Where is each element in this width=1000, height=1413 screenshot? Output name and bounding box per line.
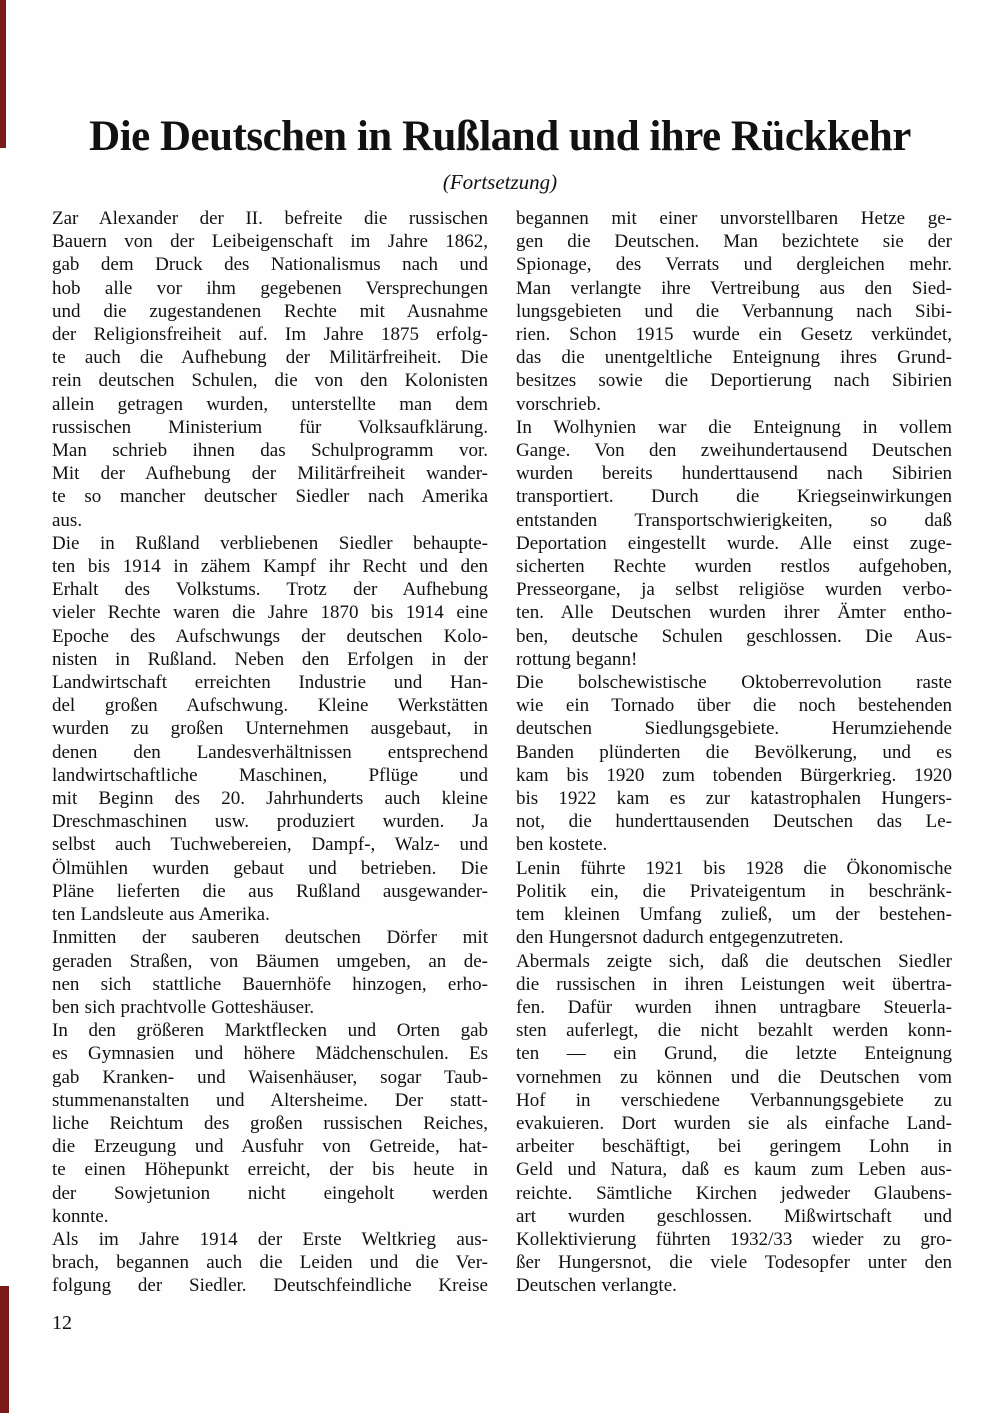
text-line: wie ein Tornado über die noch bestehenden: [516, 695, 952, 717]
text-line: der Religionsfreiheit auf. Im Jahre 1875 erfolg-: [52, 324, 488, 346]
text-columns: [52, 207, 952, 1298]
text-line: rottung begann!: [516, 648, 638, 670]
scan-artifact-bottom: [0, 1286, 9, 1413]
text-line: die Erzeugung und Ausfuhr von Getreide, hat-: [52, 1136, 488, 1158]
text-line: Zar Alexander der II. befreite die russischen: [52, 208, 488, 229]
text-line: reichte. Sämtliche Kirchen jedweder Glaubens-: [516, 1182, 952, 1204]
text-line: ten. Alle Deutschen wurden ihrer Ämter entho-: [516, 602, 952, 624]
text-line: Deutschen verlangte.: [516, 1275, 677, 1297]
text-line: bis 1922 kam es zur katastrophalen Hungers-: [516, 788, 952, 810]
text-line: folgung der Siedler. Deutschfeindliche Kreise: [52, 1275, 488, 1297]
text-line: Politik ein, die Privateigentum in beschränk-: [516, 880, 952, 902]
text-line: In Wolhynien war die Enteignung in vollem: [516, 416, 952, 438]
text-line: Pläne lieferten die aus Rußland ausgewander-: [52, 880, 488, 902]
text-line: deutschen Siedlungsgebiete. Herumziehende: [516, 718, 952, 740]
article-subtitle: (Fortsetzung): [442, 170, 558, 194]
text-line: den Hungersnot dadurch entgegenzutreten.: [516, 927, 844, 949]
text-line: ten bis 1914 in zähem Kampf ihr Recht und den: [52, 556, 488, 578]
text-line: liche Reichtum des großen russischen Reiches,: [52, 1112, 488, 1134]
text-line: Presseorgane, ja selbst religiöse wurden verbo-: [516, 579, 952, 601]
text-line: rien. Schon 1915 wurde ein Gesetz verkündet,: [516, 324, 952, 346]
text-line: Bauern von der Leibeigenschaft im Jahre 1862,: [52, 231, 488, 253]
text-line: del großen Aufschwung. Kleine Werkstätten: [52, 695, 488, 717]
text-line: nisten in Rußland. Neben den Erfolgen in der: [52, 648, 488, 670]
text-line: Inmitten der sauberen deutschen Dörfer mit: [52, 927, 488, 949]
text-line: konnte.: [52, 1205, 109, 1227]
text-line: Man verlangte ihre Vertreibung aus den Sied-: [516, 277, 952, 299]
text-line: ten Landsleute aus Amerika.: [52, 904, 270, 926]
text-line: ben, deutsche Schulen geschlossen. Die Aus-: [516, 625, 952, 647]
article-title: Die Deutschen in Rußland und ihre Rückkehr: [89, 113, 911, 160]
text-line: sten auferlegt, die nicht bezahlt werden konn-: [516, 1020, 952, 1042]
text-line: brach, begannen auch die Leiden und die Ver-: [52, 1252, 488, 1274]
text-line: rein deutschen Schulen, die von den Kolonisten: [52, 370, 488, 392]
text-line: Banden plünderten die Bevölkerung, und es: [516, 741, 952, 763]
text-line: gab dem Druck des Nationalismus nach und: [52, 254, 488, 276]
text-line: Erhalt des Volkstums. Trotz der Aufhebung: [52, 579, 488, 601]
text-line: gab Kranken- und Waisenhäuser, sogar Taub-: [52, 1066, 488, 1088]
text-line: ben sich prachtvolle Gotteshäuser.: [52, 996, 315, 1018]
text-line: Gange. Von den zweihundertausend Deutschen: [516, 440, 952, 462]
text-line: Lenin führte 1921 bis 1928 die Ökonomische: [516, 857, 952, 879]
text-line: Als im Jahre 1914 der Erste Weltkrieg aus-: [52, 1228, 488, 1250]
text-line: tem kleinen Umfang zuließ, um der bestehen-: [516, 904, 952, 926]
text-line: es Gymnasien und höhere Mädchenschulen. Es: [52, 1043, 488, 1065]
text-line: selbst auch Tuchwebereien, Dampf-, Walz- und: [52, 834, 488, 856]
text-line: landwirtschaftliche Maschinen, Pflüge und: [52, 764, 488, 786]
text-line: In den größeren Marktflecken und Orten gab: [52, 1020, 488, 1042]
right-column: [516, 207, 952, 1298]
text-line: Man schrieb ihnen das Schulprogramm vor.: [52, 440, 488, 462]
text-line: Abermals zeigte sich, daß die deutschen Siedler: [516, 950, 952, 972]
text-line: te so mancher deutscher Siedler nach Amerika: [52, 486, 488, 508]
page-number: 12: [52, 1312, 72, 1334]
text-line: vieler Rechte waren die Jahre 1870 bis 1914 eine: [52, 602, 488, 624]
text-line: ten — ein Grund, die letzte Enteignung: [516, 1043, 952, 1065]
text-line: denen den Landesverhältnissen entsprechend: [52, 741, 488, 763]
text-line: Spionage, des Verrats und dergleichen mehr.: [516, 254, 952, 276]
text-line: Die bolschewistische Oktoberrevolution raste: [516, 672, 952, 694]
text-line: das die unentgeltliche Enteignung ihres Grund-: [516, 347, 952, 369]
text-line: Mit der Aufhebung der Militärfreiheit wander-: [52, 463, 488, 485]
text-line: Deportation eingestellt wurde. Alle einst zuge-: [516, 532, 952, 554]
text-line: transportiert. Durch die Kriegseinwirkungen: [516, 486, 952, 508]
text-line: Hof in verschiedene Verbannungsgebiete zu: [516, 1089, 952, 1111]
text-line: aus.: [52, 509, 83, 531]
text-line: vorschrieb.: [516, 393, 601, 415]
text-line: besitzes sowie die Deportierung nach Sibirien: [516, 370, 952, 392]
text-line: lungsgebieten und die Verbannung nach Sibi-: [516, 300, 952, 322]
text-line: Landwirtschaft erreichten Industrie und Han-: [52, 672, 488, 694]
text-line: Kollektivierung führten 1932/33 wieder zu gro-: [516, 1228, 952, 1250]
text-line: ben kostete.: [516, 834, 608, 856]
text-line: Ölmühlen wurden gebaut und betrieben. Die: [52, 857, 488, 879]
text-line: wurden bereits hunderttausend nach Sibirien: [516, 463, 952, 485]
text-line: russischen Ministerium für Volksaufklärung.: [52, 416, 488, 438]
text-line: art wurden geschlossen. Mißwirtschaft und: [516, 1205, 952, 1227]
text-line: die russischen in ihren Leistungen weit übertra-: [516, 973, 952, 995]
text-line: entstanden Transportschwierigkeiten, so daß: [516, 509, 952, 531]
text-line: sicherten Rechte wurden restlos aufgehoben,: [516, 556, 952, 578]
text-line: Die in Rußland verbliebenen Siedler behaupte-: [52, 532, 488, 554]
text-line: Dreschmaschinen usw. produziert wurden. Ja: [52, 811, 488, 833]
text-line: begannen mit einer unvorstellbaren Hetze ge-: [516, 208, 952, 229]
text-line: nen sich stattliche Bauernhöfe hinzogen, erho-: [52, 973, 488, 995]
text-line: hob alle vor ihm gegebenen Versprechungen: [52, 277, 488, 299]
text-line: stummenanstalten und Altersheime. Der statt-: [52, 1089, 488, 1111]
text-line: te einen Höhepunkt erreicht, der bis heute in: [52, 1159, 488, 1181]
text-line: ßer Hungersnot, die viele Todesopfer unter den: [516, 1252, 952, 1274]
text-line: mit Beginn des 20. Jahrhunderts auch kleine: [52, 788, 488, 810]
text-line: allein getragen wurden, unterstellte man dem: [52, 393, 488, 415]
text-line: not, die hunderttausenden Deutschen das Le-: [516, 811, 952, 833]
text-line: fen. Dafür wurden ihnen untragbare Steuerla-: [516, 996, 952, 1018]
text-line: vornehmen zu können und die Deutschen vom: [516, 1066, 952, 1088]
text-line: wurden zu großen Unternehmen ausgebaut, in: [52, 718, 488, 740]
text-line: gen die Deutschen. Man bezichtete sie der: [516, 231, 952, 253]
text-line: der Sowjetunion nicht eingeholt werden: [52, 1182, 488, 1204]
text-line: evakuieren. Dort wurden sie als einfache Land-: [516, 1112, 952, 1134]
text-line: und die zugestandenen Rechte mit Ausnahme: [52, 300, 488, 322]
text-line: kam bis 1920 zum tobenden Bürgerkrieg. 1920: [516, 764, 952, 786]
text-line: te auch die Aufhebung der Militärfreiheit. Die: [52, 347, 488, 369]
text-line: arbeiter beschäftigt, bei geringem Lohn in: [516, 1136, 952, 1158]
text-line: Epoche des Aufschwungs der deutschen Kolo-: [52, 625, 488, 647]
text-line: geraden Straßen, von Bäumen umgeben, an de-: [52, 950, 488, 972]
text-line: Geld und Natura, daß es kaum zum Leben aus-: [516, 1159, 952, 1181]
left-column: [52, 207, 488, 1298]
